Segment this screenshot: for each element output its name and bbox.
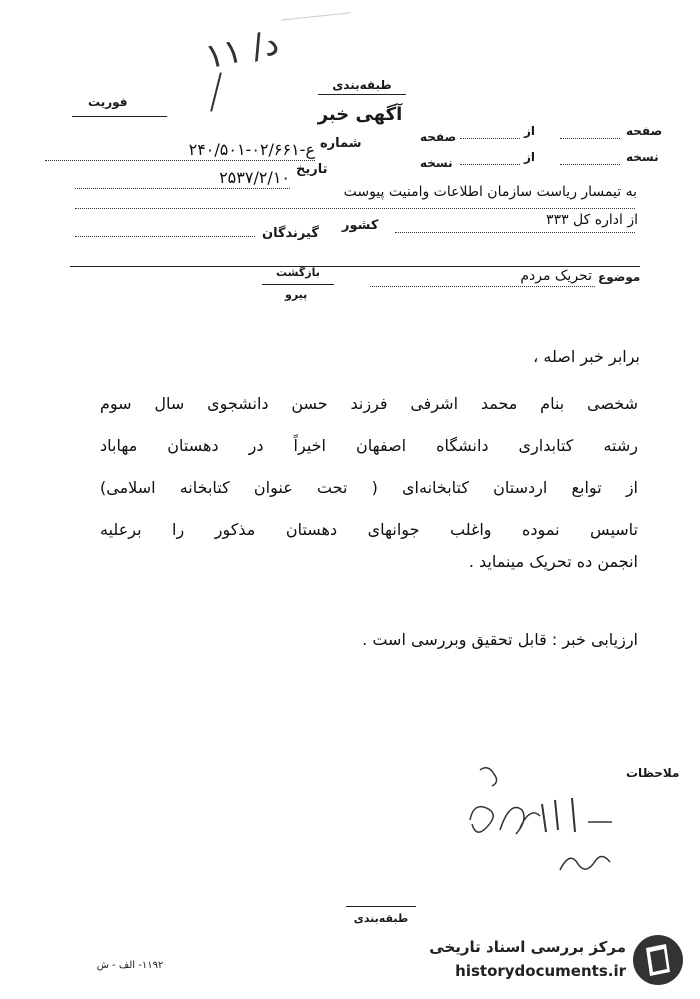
- to-dots: [75, 208, 635, 209]
- watermark-text: مرکز بررسی اسناد تاریخی: [429, 938, 626, 956]
- page-dots-1: [560, 138, 620, 139]
- from-dots: [395, 232, 635, 233]
- body-line-1: شخصی بنام محمد اشرفی فرزند حسن دانشجوی سال سوم: [100, 394, 638, 413]
- follow-label: پیرو: [285, 288, 308, 301]
- number-label: شماره: [320, 136, 362, 151]
- classification-label-top: طبقه‌بندی: [332, 78, 392, 92]
- remarks-label: ملاحظات: [626, 766, 680, 780]
- body-line-4: تاسیس نموده واغلب جوانهای دهستان مذکور را برعلیه: [100, 520, 638, 539]
- copy-label: نسخه: [626, 150, 659, 164]
- date-label: تاریخ: [296, 162, 328, 177]
- body-line-5: انجمن ده تحریک مینماید .: [468, 552, 638, 571]
- form-code: ۱۱۹۲- الف - ش: [96, 960, 164, 971]
- subject-label: موضوع: [598, 270, 641, 284]
- date-value: ۲۵۳۷/۲/۱۰: [219, 168, 290, 187]
- urgency-underline: [72, 116, 167, 117]
- footer-classification-line: [346, 906, 416, 907]
- page-label-2: صفحه: [420, 130, 457, 144]
- handwritten-signature: [460, 760, 640, 890]
- top-scribble-mark: [210, 72, 222, 111]
- from-line: از اداره کل ۳۳۳: [546, 212, 638, 228]
- page-label: صفحه: [626, 124, 663, 138]
- urgency-label: فوریت: [88, 95, 128, 109]
- classification-underline-top: [318, 94, 406, 95]
- subject-value: تحریک مردم: [520, 268, 592, 284]
- watermark-logo: [630, 932, 686, 988]
- number-value: ۲۴۰/۵۰۱-۰۲/۶۶۱-ع: [188, 140, 315, 159]
- number-dots: [45, 160, 315, 161]
- header-separator: [70, 266, 640, 267]
- subject-dots: [370, 286, 595, 287]
- to-line: به تیمسار ریاست سازمان اطلاعات وامنیت پیوست: [343, 184, 637, 200]
- page-of-label: از: [524, 124, 536, 138]
- copy-label-2: نسخه: [420, 156, 453, 170]
- footer-classification-label: طبقه‌بندی: [353, 912, 409, 925]
- body-line-2: رشته کتابداری دانشگاه اصفهان اخیراً در دهستان مهاباد: [100, 436, 638, 455]
- watermark-url: historydocuments.ir: [455, 962, 626, 980]
- body-line-3: از توابع اردستان کتابخانه‌ای ( تحت عنوان کتابخانه اسلامی): [100, 478, 638, 497]
- reference-line: [262, 284, 334, 285]
- reference-label: بازگشت: [276, 266, 320, 279]
- recipients-dots: [75, 236, 255, 237]
- copy-of-label: از: [524, 150, 536, 164]
- copy-dots-2: [460, 164, 520, 165]
- country-label: کشور: [342, 218, 379, 233]
- assessment-line: ارزیابی خبر : قابل تحقیق وبررسی است .: [362, 630, 638, 649]
- page-dots-2: [460, 138, 520, 139]
- corner-scribble: [279, 0, 350, 21]
- copy-dots-1: [560, 164, 620, 165]
- top-handwritten-note: د/ ۱۱: [201, 22, 283, 78]
- salutation: برابر خبر اصله ،: [533, 347, 640, 366]
- document-type-title: آگهی خبر: [317, 104, 403, 125]
- recipients-label: گیرندگان: [262, 226, 319, 241]
